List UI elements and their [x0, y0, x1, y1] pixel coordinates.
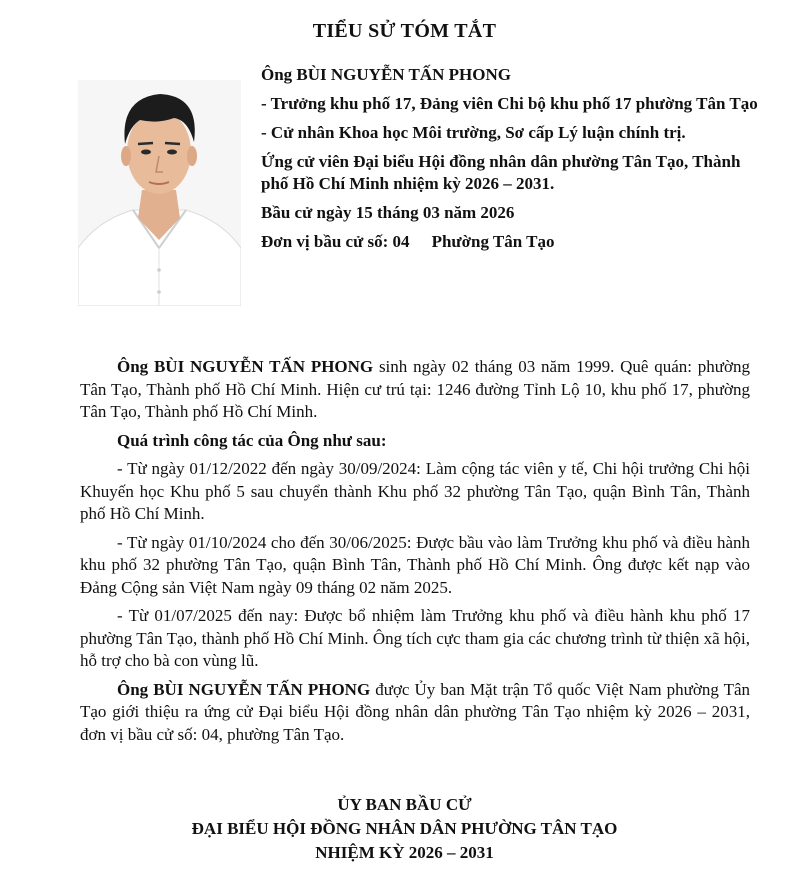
bio-closing-text: được Ủy ban Mặt trận Tổ quốc Việt Nam phường Tân Tạo giới thiệu ra ứng cử Đại biểu Hội đồng nhân dân phường Tân Tạo nhiệm kỳ 2026 – 2031, đơn vị bầu cử số: 04, phường Tân Tạo.: [80, 679, 751, 744]
committee-line-2: ĐẠI BIỂU HỘI ĐỒNG NHÂN DÂN PHƯỜNG TÂN TẠO: [191, 819, 618, 838]
electoral-unit: [261, 231, 761, 253]
electoral-unit-ward: Phường Tân Tạo: [431, 232, 555, 251]
work-history-item: - Từ ngày 01/12/2022 đến ngày 30/09/2024: Làm cộng tác viên y tế, Chi hội trưởng Chi hội Khuyến học Khu phố 5 sau chuyển thành Khu phố 32 phường Tân Tạo, quận Bình Tân, Thành phố Hồ Chí Minh.: [80, 459, 750, 523]
document-title: TIỂU SỬ TÓM TẮT: [312, 20, 497, 42]
work-history-heading: Quá trình công tác của Ông như sau:: [117, 430, 387, 450]
electoral-unit-number: Đơn vị bầu cử số: 04: [261, 232, 410, 251]
bio-intro-name: Ông BÙI NGUYỄN TẤN PHONG: [117, 357, 374, 376]
candidate-position: - Trưởng khu phố 17, Đảng viên Chi bộ khu phố 17 phường Tân Tạo: [261, 94, 758, 113]
work-history-item: - Từ 01/07/2025 đến nay: Được bổ nhiệm làm Trưởng khu phố và điều hành khu phố 17 phường Tân Tạo, thành phố Hồ Chí Minh. Ông tích cực tham gia các chương trình từ thiện xã hội, hỗ trợ cho bà con vùng lũ.: [80, 606, 750, 670]
committee-line-1: ỦY BAN BẦU CỬ: [337, 795, 472, 814]
bio-closing-name: Ông BÙI NGUYỄN TẤN PHONG: [117, 679, 371, 699]
candidate-summary: [261, 64, 761, 260]
biography-body: [80, 356, 750, 752]
committee-line-3: NHIỆM KỲ 2026 – 2031: [315, 843, 494, 862]
candidate-name: Ông BÙI NGUYỄN TẤN PHONG: [261, 65, 511, 84]
election-date: Bầu cử ngày 15 tháng 03 năm 2026: [261, 203, 515, 222]
work-history-item: - Từ ngày 01/10/2024 cho đến 30/06/2025: Được bầu vào làm Trưởng khu phố và điều hành khu phố 32 phường Tân Tạo, quận Bình Tân, Thành phố Hồ Chí Minh. Ông được kết nạp vào Đảng Cộng sản Việt Nam ngày 09 tháng 02 năm 2025.: [80, 532, 750, 597]
bio-intro-paragraph: [80, 356, 750, 424]
candidate-education: - Cử nhân Khoa học Môi trường, Sơ cấp Lý luận chính trị.: [261, 123, 686, 142]
bio-intro-text: sinh ngày 02 tháng 03 năm 1999. Quê quán: phường Tân Tạo, Thành phố Hồ Chí Minh. Hiện cư trú tại: 1246 đường Tỉnh Lộ 10, khu phố 17, phường Tân Tạo, Thành phố Hồ Chí Minh.: [80, 357, 751, 421]
candidate-portrait-photo: [78, 80, 241, 306]
issuing-committee: [0, 793, 809, 865]
candidate-candidacy: Ứng cử viên Đại biểu Hội đồng nhân dân phường Tân Tạo, Thành phố Hồ Chí Minh nhiệm kỳ 2026 – 2031.: [261, 152, 741, 193]
bio-closing-paragraph: [80, 679, 750, 747]
